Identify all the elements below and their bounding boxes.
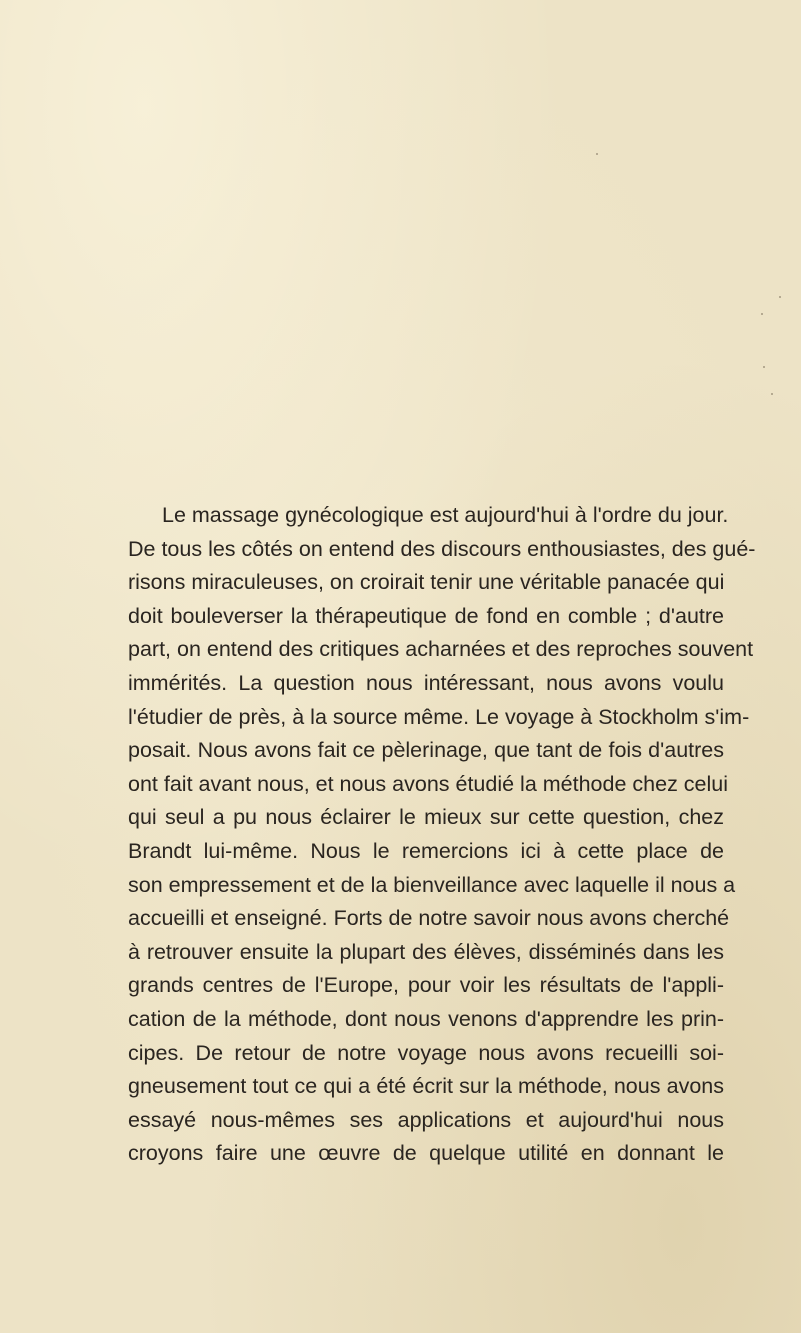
text-line: part, on entend des critiques acharnées et des reproches souvent — [128, 637, 754, 662]
text-line: Le massage gynécologique est aujourd'hui à l'ordre du jour. — [162, 503, 729, 527]
paper-speck — [763, 366, 765, 368]
paper-speck — [771, 393, 773, 395]
text-line: accueilli et enseigné. Forts de notre savoir nous avons cherché — [128, 906, 730, 931]
text-line: gneusement tout ce qui a été écrit sur la méthode, nous avons — [128, 1074, 724, 1099]
text-line: doit bouleverser la thérapeutique de fond en comble ; d'autre — [128, 603, 724, 628]
text-line: à retrouver ensuite la plupart des élèves, disséminés dans les — [128, 939, 724, 964]
text-line: De tous les côtés on entend des discours enthousiastes, des gué- — [128, 536, 756, 561]
body-paragraph — [128, 499, 756, 1171]
text-line: risons miraculeuses, on croirait tenir une véritable panacée qui — [128, 570, 725, 595]
text-line: qui seul a pu nous éclairer le mieux sur cette question, chez — [128, 805, 724, 830]
text-line: ont fait avant nous, et nous avons étudié la méthode chez celui — [128, 771, 729, 796]
text-line: posait. Nous avons fait ce pèlerinage, que tant de fois d'autres — [128, 738, 724, 763]
text-line: son empressement et de la bienveillance avec laquelle il nous a — [128, 872, 736, 897]
paper-speck — [596, 153, 598, 155]
text-line: essayé nous-mêmes ses applications et aujourd'hui nous — [128, 1107, 724, 1132]
text-line: grands centres de l'Europe, pour voir les résultats de l'appli- — [128, 973, 724, 998]
text-line: cipes. De retour de notre voyage nous avons recueilli soi- — [128, 1040, 724, 1065]
text-line: croyons faire une œuvre de quelque utilité en donnant le — [128, 1141, 724, 1166]
text-line: cation de la méthode, dont nous venons d'apprendre les prin- — [128, 1006, 724, 1031]
paper-speck — [779, 296, 781, 298]
text-line: l'étudier de près, à la source même. Le voyage à Stockholm s'im- — [128, 704, 750, 729]
paper-speck — [761, 313, 763, 315]
text-line: Brandt lui-même. Nous le remercions ici à cette place de — [128, 838, 724, 863]
text-line: immérités. La question nous intéressant, nous avons voulu — [128, 670, 724, 695]
